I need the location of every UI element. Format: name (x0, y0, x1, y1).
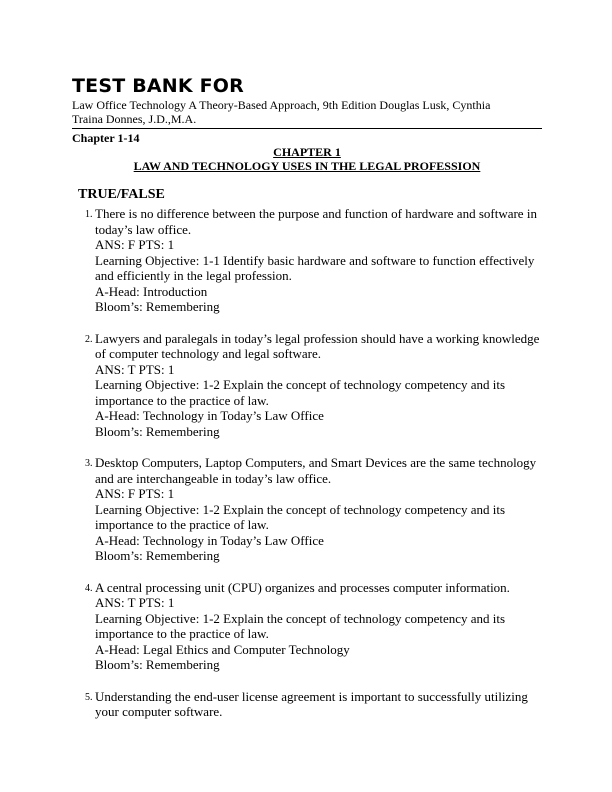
question-number: 3. (85, 458, 93, 469)
question-ahead: A-Head: Legal Ethics and Computer Technology (95, 641, 350, 657)
section-title: TRUE/FALSE (78, 187, 165, 202)
question-text: There is no difference between the purpose and function of hardware and software in today’s law office. (95, 206, 537, 237)
question-objective: Learning Objective: 1-1 Identify basic hardware and software to function effectively and efficiently in the legal profession. (95, 252, 535, 283)
document-subtitle: Law Office Technology A Theory-Based Approach, 9th Edition Douglas Lusk, Cynthia Traina Donnes, J.D.,M.A. (72, 98, 491, 126)
question-number: 2. (85, 333, 93, 345)
question-answer: ANS: T PTS: 1 (95, 361, 175, 377)
question-blooms: Bloom’s: Remembering (95, 657, 220, 672)
chapter-range: Chapter 1-14 (72, 131, 140, 145)
question-text: Lawyers and paralegals in today’s legal profession should have a working knowledge of computer technology and legal software. (95, 330, 540, 361)
question-answer: ANS: F PTS: 1 (95, 486, 175, 501)
question-blooms: Bloom’s: Remembering (95, 299, 220, 314)
question-answer: ANS: T PTS: 1 (95, 595, 175, 610)
question-ahead: A-Head: Technology in Today’s Law Office (95, 408, 324, 423)
question-number: 4. (85, 582, 93, 594)
question-item (72, 206, 542, 315)
question-item (72, 580, 542, 673)
header-divider (72, 128, 542, 129)
question-ahead: A-Head: Introduction (95, 283, 208, 299)
question-answer: ANS: F PTS: 1 (95, 237, 175, 252)
question-ahead: A-Head: Technology in Today’s Law Office (95, 532, 324, 548)
question-text: Desktop Computers, Laptop Computers, and Smart Devices are the same technology and are interchangeable in today’s law office. (95, 455, 537, 486)
question-blooms: Bloom’s: Remembering (95, 423, 220, 439)
question-objective: Learning Objective: 1-2 Explain the concept of technology competency and its importance to the practice of law. (95, 377, 506, 408)
question-text: A central processing unit (CPU) organizes and processes computer information. (95, 579, 510, 595)
document-title: TEST BANK FOR (72, 75, 244, 97)
question-objective: Learning Objective: 1-2 Explain the concept of technology competency and its importance to the practice of law. (95, 501, 506, 532)
question-list (72, 206, 542, 720)
question-number: 1. (85, 209, 93, 220)
question-objective: Learning Objective: 1-2 Explain the concept of technology competency and its importance to the practice of law. (95, 610, 506, 641)
question-item (72, 455, 542, 564)
question-number: 5. (85, 691, 93, 703)
question-item (72, 689, 542, 720)
question-item (72, 331, 542, 440)
chapter-title: LAW AND TECHNOLOGY USES IN THE LEGAL PROFESSION (133, 159, 481, 173)
chapter-number: CHAPTER 1 (273, 145, 341, 159)
question-text: Understanding the end-user license agreement is important to successfully utilizing your computer software. (95, 688, 528, 719)
question-blooms: Bloom’s: Remembering (95, 548, 220, 563)
